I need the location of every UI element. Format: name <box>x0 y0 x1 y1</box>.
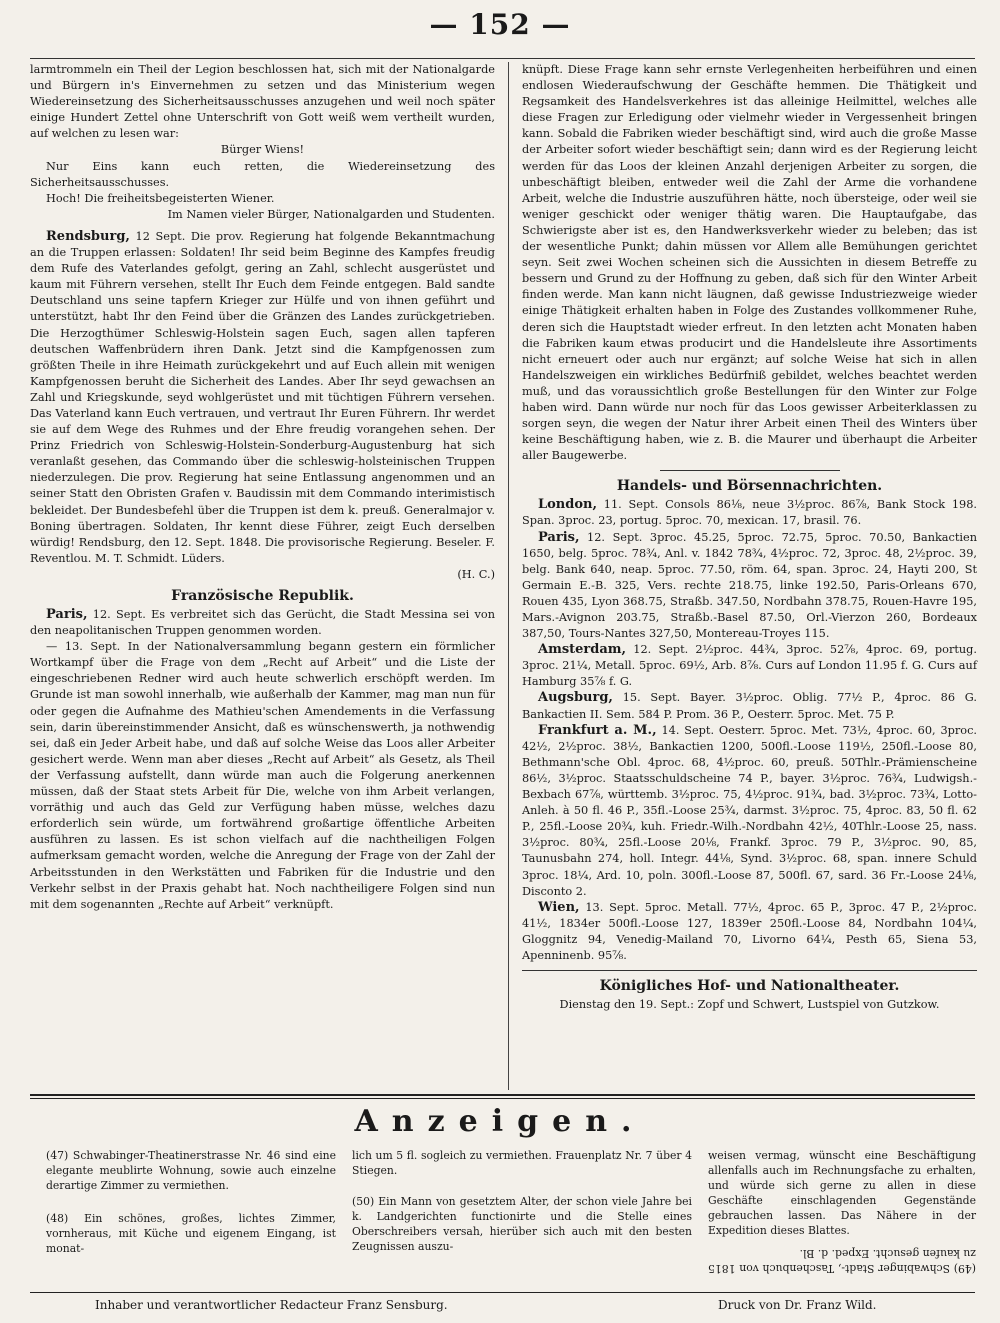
anzeigen-rule-thick <box>30 1094 975 1096</box>
london-text: 11. Sept. Consols 86⅛, neue 3½proc. 86⅞, Bank Stock 198. Span. 3proc. 23, portug. 5proc. 70, mexican. 17, brasil. 76. <box>522 498 977 528</box>
dateline-frankfurt: Frankfurt a. M., <box>538 722 657 738</box>
vienna-text: larmtrommeln ein Theil der Legion beschlossen hat, sich mit der Nationalgarde und Bürgern in's Einvernehmen zu setzen und das Ministerium wegen Wiedereinsetzung des Sicherheitsausschusses anzugehen und weil noch später einige Hundert Zettel ohne Unterschrift von Gott weiß wem vertheilt wurden, auf welchen zu lesen war: <box>30 63 495 141</box>
rendsburg-source: (H. C.) <box>457 567 495 581</box>
placard-signature: Im Namen vieler Bürger, Nationalgarden und Studenten. <box>167 207 495 221</box>
ads-column-3 <box>708 1148 976 1276</box>
footer-rule <box>30 1292 975 1293</box>
ad-48-continued: lich um 5 fl. sogleich zu vermiethen. Frauenplatz Nr. 7 über 4 Stiegen. <box>352 1149 692 1177</box>
paris-market-text: 12. Sept. 3proc. 45.25, 5proc. 72.75, 5proc. 70.50, Bankactien 1650, belg. 5proc. 78¾, Anl. v. 1842 78¾, 4½proc. 72, 3proc. 48, 2½proc. 39, belg. Bank 640, neap. 5proc. 77.50, röm. 64, span. 3proc. 24, Hayti 200, St Germain E.-B. 325, Vers. rechte 218.75, linke 192.50, Paris-Orleans 670, Rouen 435, Lyon 368.75, Straßb. 347.50, Nordbahn 378.75, Rouen-Havre 195, Mars.-Avignon 203.75, Straßb.-Basel 87.50, Orl.-Vierzon 260, Bordeaux 387,50, Tours-Nantes 327,50, Montereau-Troyes 115. <box>522 530 977 641</box>
dateline-amsterdam: Amsterdam, <box>538 642 627 658</box>
paris-text: 12. Sept. Es verbreitet sich das Gerücht, die Stadt Messina sei von den neapolitanischen Truppen genommen worden. <box>30 608 495 638</box>
augsburg-text: 15. Sept. Bayer. 3½proc. Oblig. 77½ P., 4proc. 86 G. Bankactien II. Sem. 584 P. Prom. 36 P., Oesterr. 5proc. Met. 75 P. <box>522 691 977 721</box>
ad-49-upside-down: (49) Schwabinger Stadt-, Taschenbuch von 1815 zu kaufen gesucht. Exped. d. Bl. <box>708 1247 976 1275</box>
anzeigen-title: Anzeigen. <box>354 1104 646 1139</box>
rendsburg-article <box>30 229 495 567</box>
placard-sign: Hoch! Die freiheitsbegeisterten Wiener. <box>46 191 275 205</box>
dateline-augsburg: Augsburg, <box>538 690 613 706</box>
amsterdam-text: 12. Sept. 2½proc. 44¾, 3proc. 52⅞, 4proc. 69, portug. 3proc. 21¼, Metall. 5proc. 69½, Arb. 8⅞. Curs auf London 11.95 f. G. Curs auf Hamburg 35⅞ f. G. <box>522 643 977 689</box>
market-amsterdam <box>522 642 977 690</box>
column-divider <box>508 62 509 1090</box>
dateline-paris: Paris, <box>46 607 88 622</box>
rendsburg-text: 12 Sept. Die prov. Regierung hat folgende Bekanntmachung an die Truppen erlassen: Soldaten! Ihr seid beim Beginne des Kampfes freudig dem Rufe des Vaterlandes gefolgt, gering an Zahl, schlecht ausgerüstet und kaum mit Führern versehen, stellt Ihr Euch dem Feinde entgegen. Bald sandte Deutschland uns seine tapfern Krieger zur Hülfe und von ihnen geführt und unterstützt, habt Ihr den Feind über die Gränzen des Landes zurückgetrieben. Die Herzogthümer Schleswig-Holstein sagen Euch, sagen allen tapferen deutschen Waffenbrüdern ihren Dank. Jetzt sind die Kampfgenossen zum größten Theile in ihre Heimath zurückgekehrt und auf Euch allein mit wenigen Kampfgenossen beruht die Sicherheit des Landes. Aber Ihr seyd gewachsen an Zahl und Kriegskunde, seyd wohlgerüstet und mit tüchtigen Führern versehen. Das Vaterland kann Euch vertrauen, und vertraut Ihr Euren Führern. Ihr werdet sie auf dem Wege des Ruhmes und der Ehre freudig vorangehen sehen. Der Prinz Friedrich von Schleswig-Holstein-Sonderburg-Augustenburg hat sich veranlaßt gesehen, das Commando über die schleswig-holsteinischen Truppen niederzulegen. Die prov. Regierung hat seine Entlassung angenommen und an seiner Statt den Obristen Grafen v. Baudissin mit dem Commando interimistisch bekleidet. Der Bundesbefehl über die Truppen ist dem k. preuß. Generalmajor v. Boning übertragen. Soldaten, Ihr kennt diese Führer, zeigt Euch derselben würdig! Rendsburg, den 12. Sept. 1848. Die provisorische Regierung. Beseler. F. Reventlou. M. T. Schmidt. Lüders. <box>30 229 495 565</box>
market-wien <box>522 900 977 964</box>
right-column <box>522 62 977 1013</box>
paris-article-13: — 13. Sept. In der Nationalversammlung begann gestern ein förmlicher Wortkampf über die Frage von dem „Recht auf Arbeit“ und die Liste der eingeschriebenen Redner wird auch heute schwerlich erschöpft werden. Im Grunde ist man sowohl innerhalb, wie außerhalb der Kammer, mag man nun für oder gegen die Aufnahme des Mathieu'schen Amendements in die Verfassung sein, darin übereinstimmender Ansicht, daß es wünschenswerth, ja nothwendig sei, daß ein Jeder Arbeit habe, und daß auf solche Weise das Loos aller Arbeiter gesichert werde. Wenn man aber dieses „Recht auf Arbeit“ als Gesetz, als Theil der Verfassung aufstellt, dann würde man auch die Folgerung anerkennen müssen, daß der Staat stets Arbeit für Die, welche von ihm Arbeit verlangen, vorräthig und auch das Geld zur Verfügung haben müsse, welches dazu erforderlich sein würde, um fortwährend großartige öffentliche Arbeiten ausführen zu lassen. Es ist schon vielfach auf die nachtheiligen Folgen aufmerksam gemacht worden, welche die Anregung der Frage von der Zahl der Arbeitsstunden in den Werkstätten und Fabriken für die Industrie und den Verkehr selbst in der Praxis gehabt hat. Noch nachtheiligere Folgen sind nun mit dem sogenannten „Rechte auf Arbeit“ verknüpft. <box>30 640 495 911</box>
theater-heading: Königliches Hof- und Nationaltheater. <box>599 978 900 995</box>
france-heading: Französische Republik. <box>171 588 354 604</box>
footer-printer: Druck von Dr. Franz Wild. <box>718 1298 877 1312</box>
page-number: — 152 — <box>429 8 571 41</box>
ad-48: (48) Ein schönes, großes, lichtes Zimmer, vornheraus, mit Küche und eigenem Eingang, ist monat- <box>46 1212 336 1255</box>
market-london <box>522 497 977 529</box>
market-frankfurt <box>522 723 977 900</box>
boerse-heading: Handels- und Börsennachrichten. <box>616 478 883 495</box>
placard-address: Bürger Wiens! <box>220 143 305 157</box>
market-paris <box>522 530 977 643</box>
ad-50: (50) Ein Mann von gesetztem Alter, der schon viele Jahre bei k. Landgerichten functionirte und die Stelle eines Oberschreibers versah, hierüber sich auch mit den besten Zeugnissen auszu- <box>352 1195 692 1253</box>
top-rule <box>30 58 975 59</box>
paris-article <box>30 607 495 639</box>
ads-column-2 <box>352 1148 692 1254</box>
theater-rule <box>522 970 977 971</box>
dateline-paris-market: Paris, <box>538 529 580 545</box>
paris-continued: knüpft. Diese Frage kann sehr ernste Verlegenheiten herbeiführen und einen endlosen Wiederaufschwung der Geschäfte hemmen. Die Thätigkeit und Regsamkeit des Handelsverkehres ist das alleinige Heilmittel, welches alle diese Fragen zur Erledigung oder vielmehr wieder in Vergessenheit bringen kann. Sobald die Fabriken wieder beschäftigt sind, wird auch die große Masse der Arbeiter sofort wieder beschäftigt sein; dann wird es der Regierung leicht werden für das Loos der kleinen Anzahl derjenigen Arbeiter zu sorgen, die unbeschäftigt bleiben, entweder weil die Zahl der Arme die vorhandene Arbeit, welche die Industrie auszuführen hätte, noch übersteige, oder weil sie weniger geschickt oder weniger thätig waren. Die Hauptaufgabe, das Schwierigste aber ist es, den Handwerksverkehr wieder zu beleben; das ist der wesentliche Punkt; dahin müssen vor Allem alle Bemühungen gerichtet seyn. Seit zwei Wochen scheinen sich die Aussichten in diesem Betreffe zu bessern und Grund zu der Hoffnung zu geben, daß sich für den Winter Arbeit finden werde. Man kann nicht läugnen, daß gewisse Industriezweige wieder einige Thätigkeit erhalten haben in Folge des Zustandes vollkommener Ruhe, deren sich die Hauptstadt wieder erfreut. In den letzten acht Monaten haben die Fabriken kaum etwas producirt und die Handelsleute ihre Assortiments nicht erneuert oder auch nur ergänzt; auf solche Weise hat sich in allen Handelszweigen ein wirkliches Bedürfniß gebildet, welches beachtet werden muß, und das voraussichtlich große Bestellungen für den Winter zur Folge haben wird. Dann würde nur noch für das Loos gewisser Arbeiterklassen zu sorgen seyn, die wegen der Natur ihrer Arbeit einen Theil des Winters über keine Beschäftigung haben, wie z. B. die Maurer und überhaupt die Arbeiter aller Baugewerbe. <box>522 63 977 463</box>
dateline-london: London, <box>538 497 598 513</box>
placard-text: Nur Eins kann euch retten, die Wiedereinsetzung des Sicherheitsausschusses. <box>30 159 495 189</box>
dateline-rendsburg: Rendsburg, <box>46 228 130 244</box>
left-column <box>30 62 495 913</box>
dateline-wien: Wien, <box>538 899 580 915</box>
market-augsburg <box>522 690 977 722</box>
section-rule <box>660 470 840 471</box>
wien-text: 13. Sept. 5proc. Metall. 77½, 4proc. 65 P., 3proc. 47 P., 2½proc. 41½, 1834er 500fl.-Loose 127, 1839er 250fl.-Loose 84, Nordbahn 104¼, Gloggnitz 94, Venedig-Mailand 70, Livorno 64¼, Pesth 65, Siena 53, Apenninenb. 95⅞. <box>522 900 977 962</box>
anzeigen-rule-thin <box>30 1098 975 1099</box>
theater-text: Dienstag den 19. Sept.: Zopf und Schwert, Lustspiel von Gutzkow. <box>559 998 940 1012</box>
ads-column-1 <box>46 1148 336 1256</box>
ad-47: (47) Schwabinger-Theatinerstrasse Nr. 46 sind eine elegante meublirte Wohnung, sowie auch einzelne derartige Zimmer zu vermiethen. <box>46 1149 336 1192</box>
footer-editor: Inhaber und verantwortlicher Redacteur Franz Sensburg. <box>95 1298 448 1312</box>
frankfurt-text: 14. Sept. Oesterr. 5proc. Met. 73½, 4proc. 60, 3proc. 42½, 2½proc. 38½, Bankactien 1200, 500fl.-Loose 119½, 250fl.-Loose 80, Bethmann'sche Obl. 4proc. 68, 4½proc. 60, preuß. 50Thlr.-Prämienscheine 86½, 3½proc. Staatsschuldscheine 74 P., bayer. 3½proc. 76¾, Ludwigsh.-Bexbach 67⅞, württemb. 3½proc. 75, 4½proc. 91¾, bad. 3½proc. 73¾, Lotto-Anleh. à 50 fl. 46 P., 35fl.-Loose 25¾, darmst. 3½proc. 75, 4proc. 83, 50 fl. 62 P., 25fl.-Loose 20¾, kuh. Friedr.-Wilh.-Nordbahn 42½, 40Thlr.-Loose 25, nass. 3½proc. 80¾, 25fl.-Loose 20⅛, Frankf. 3proc. 79 P., 3½proc. 90, 85, Taunusbahn 274, holl. Integr. 44⅛, Synd. 3½proc. 68, span. innere Schuld 3proc. 18¼, Ard. 10, poln. 300fl.-Loose 87, 500fl. 67, sard. 36 Fr.-Loose 24⅛, Disconto 2. <box>522 723 977 898</box>
ad-50-continued: weisen vermag, wünscht eine Beschäftigung allenfalls auch im Rechnungsfache zu erhalten, und würde sich gerne zu allen in diese Geschäfte einschlagenden Gegenstände gebrauchen lassen. Das Nähere in der Expedition dieses Blattes. <box>708 1149 976 1237</box>
